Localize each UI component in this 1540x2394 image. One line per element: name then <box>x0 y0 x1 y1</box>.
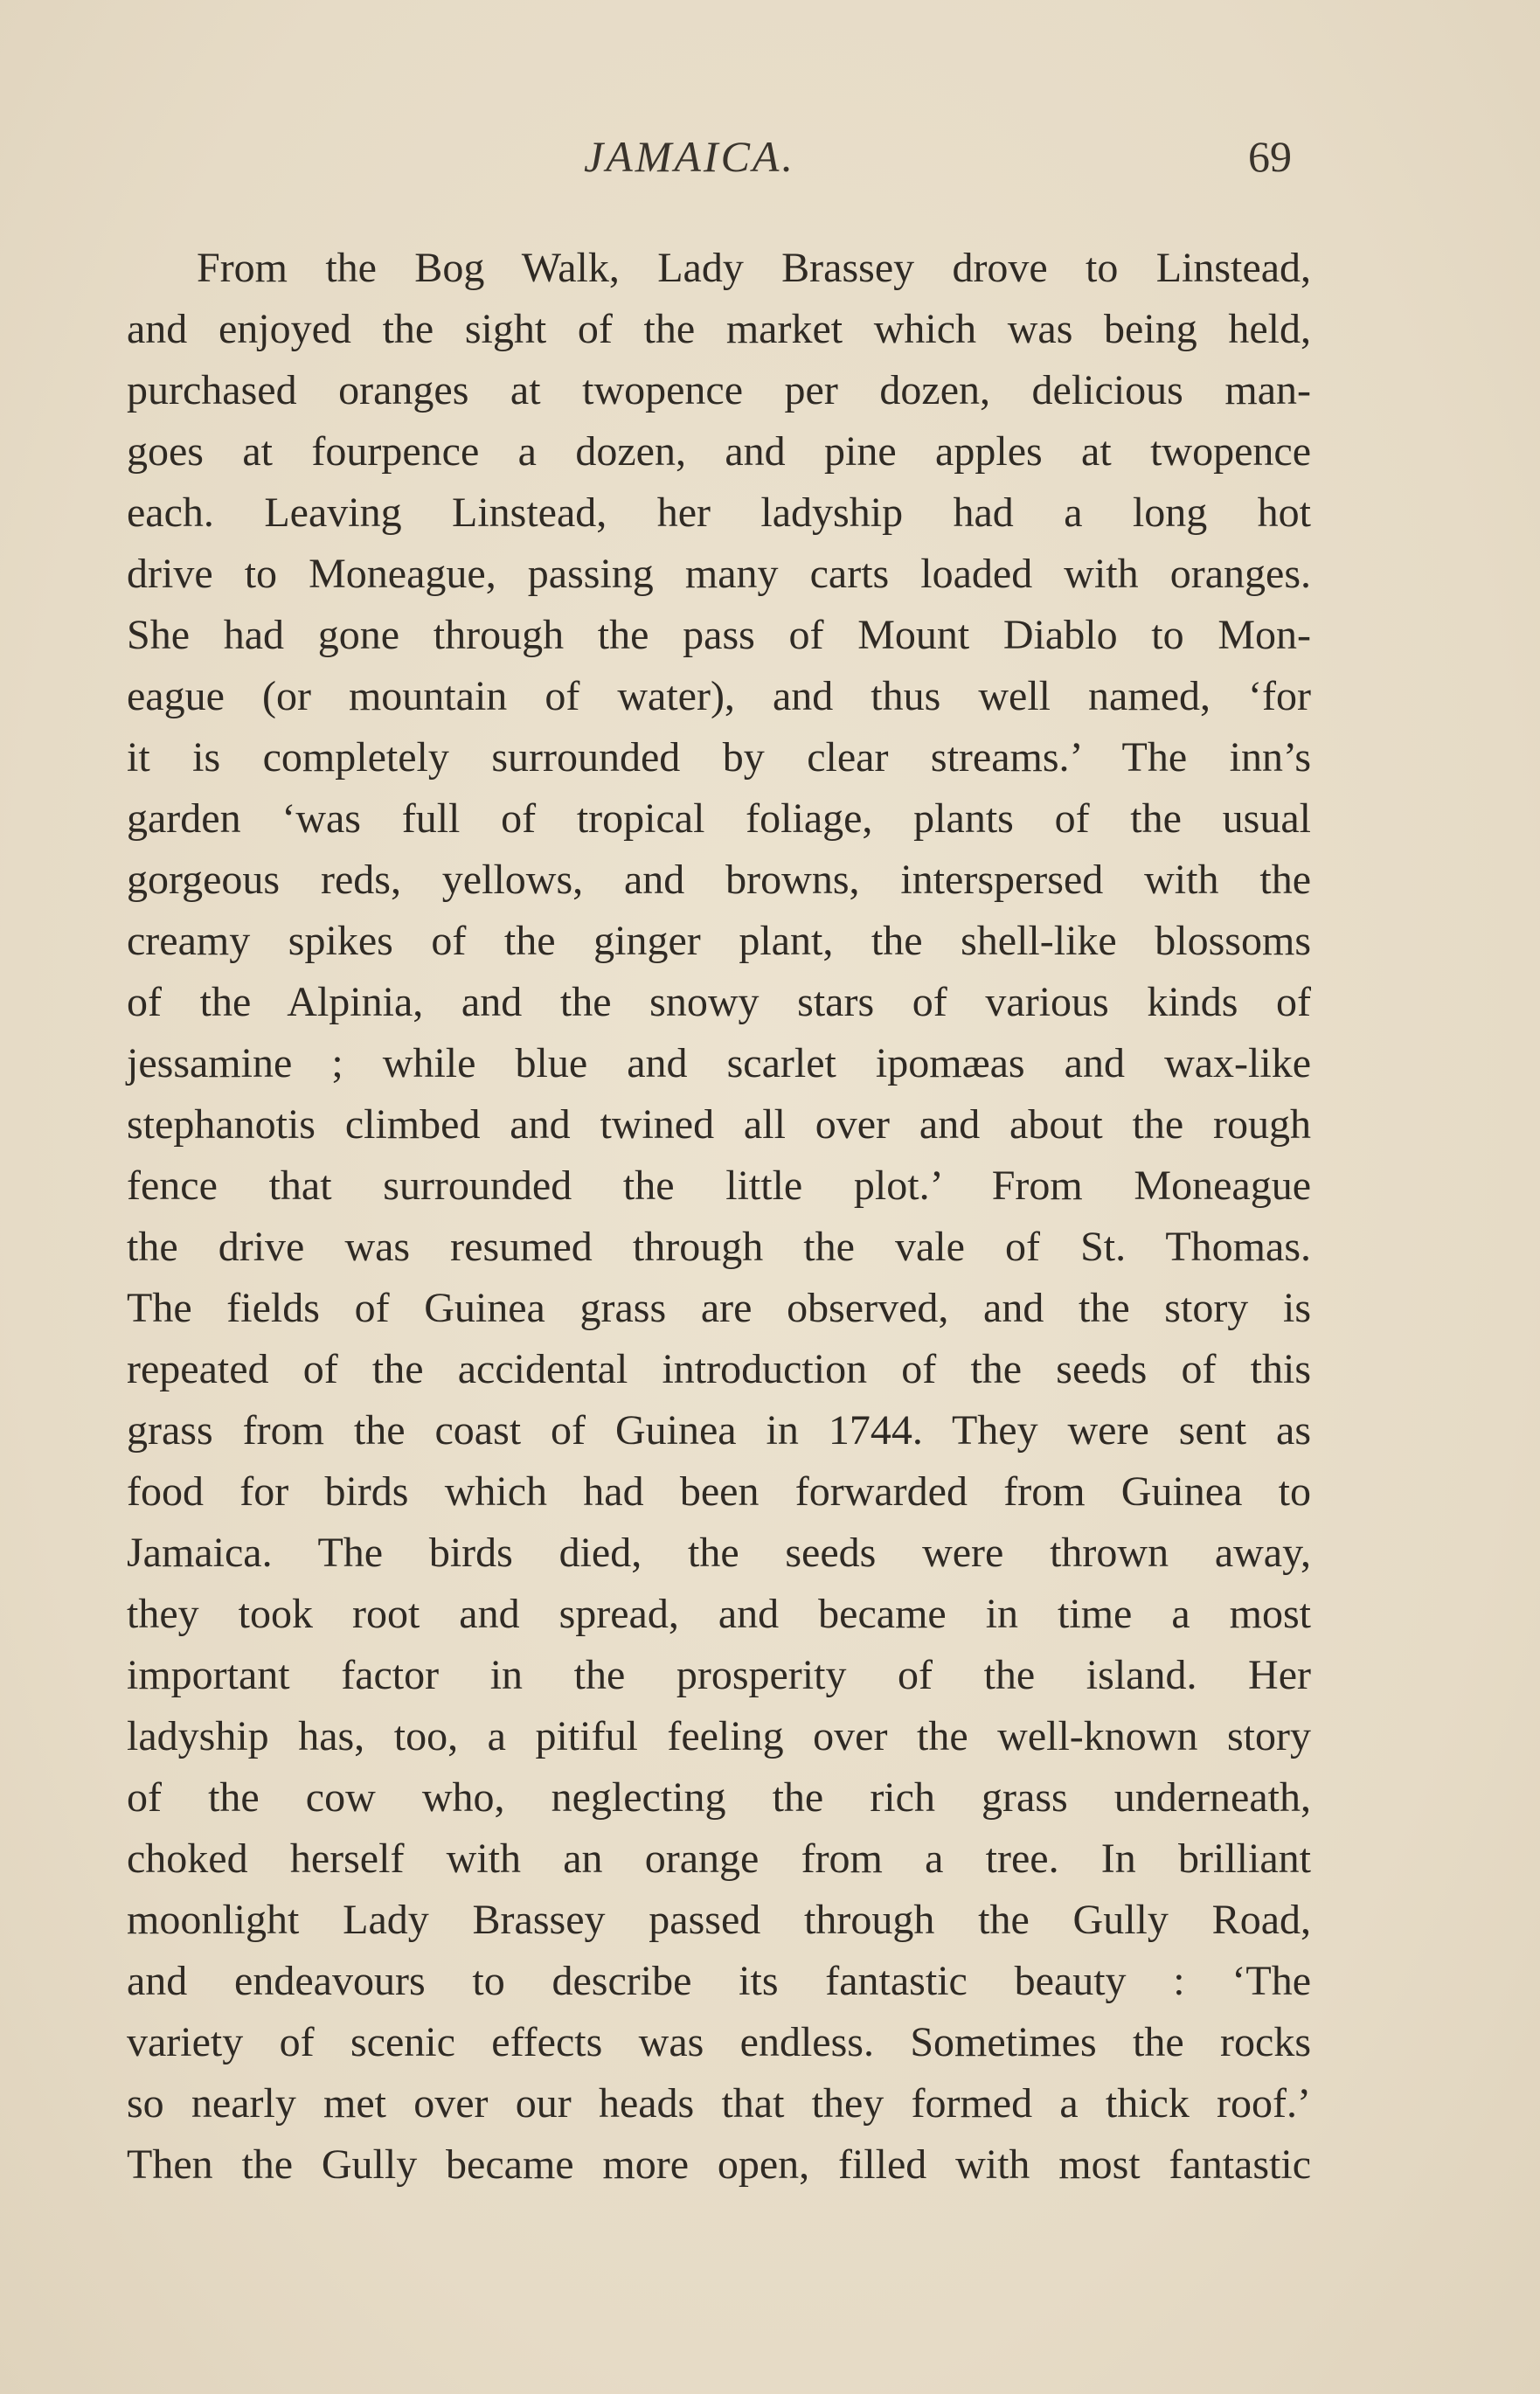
text-line: repeated of the accidental introduction of the seeds of this <box>127 1346 1311 1392</box>
text-line: and enjoyed the sight of the market which was being held, <box>127 306 1311 352</box>
text-line: they took root and spread, and became in time a most <box>127 1591 1311 1637</box>
text-line: variety of scenic effects was endless. Sometimes the rocks <box>127 2019 1311 2065</box>
page-number: 69 <box>1248 132 1292 181</box>
text-line: grass from the coast of Guinea in 1744. They were sent as <box>127 1407 1311 1454</box>
running-head <box>0 131 1540 201</box>
text-line: From the Bog Walk, Lady Brassey drove to Linstead, <box>197 245 1311 291</box>
text-line: garden ‘was full of tropical foliage, plants of the usual <box>127 795 1311 842</box>
text-line: jessamine ; while blue and scarlet ipomæas and wax-like <box>127 1040 1311 1086</box>
text-line: food for birds which had been forwarded from Guinea to <box>127 1468 1311 1515</box>
text-line: important factor in the prosperity of the island. Her <box>127 1652 1311 1698</box>
text-line: it is completely surrounded by clear streams.’ The inn’s <box>127 734 1311 781</box>
text-line: eague (or mountain of water), and thus well named, ‘for <box>127 673 1311 719</box>
text-line: goes at fourpence a dozen, and pine apples at twopence <box>127 428 1311 475</box>
text-line: each. Leaving Linstead, her ladyship had a long hot <box>127 489 1311 536</box>
text-line: so nearly met over our heads that they formed a thick roof.’ <box>127 2080 1311 2127</box>
text-line: creamy spikes of the ginger plant, the shell-like blossoms <box>127 918 1311 964</box>
text-line: She had gone through the pass of Mount Diablo to Mon- <box>127 612 1311 658</box>
text-line: Then the Gully became more open, filled with most fantastic <box>127 2141 1311 2188</box>
text-line: choked herself with an orange from a tree. In brilliant <box>127 1835 1311 1882</box>
running-title: JAMAICA. <box>584 132 795 181</box>
text-line: The fields of Guinea grass are observed, and the story is <box>127 1285 1311 1331</box>
text-line: of the cow who, neglecting the rich grass underneath, <box>127 1774 1311 1821</box>
text-line: fence that surrounded the little plot.’ From Moneague <box>127 1162 1311 1209</box>
text-line: stephanotis climbed and twined all over and about the rough <box>127 1101 1311 1148</box>
text-line: the drive was resumed through the vale of St. Thomas. <box>127 1224 1311 1270</box>
body-paragraph <box>127 238 1311 2196</box>
text-line: and endeavours to describe its fantastic beauty : ‘The <box>127 1958 1311 2004</box>
text-line: drive to Moneague, passing many carts loaded with oranges. <box>127 551 1311 597</box>
text-line: of the Alpinia, and the snowy stars of various kinds of <box>127 979 1311 1025</box>
text-line: gorgeous reds, yellows, and browns, interspersed with the <box>127 857 1311 903</box>
text-line: ladyship has, too, a pitiful feeling over the well-known story <box>127 1713 1311 1759</box>
text-line: purchased oranges at twopence per dozen, delicious man- <box>127 367 1311 413</box>
text-line: moonlight Lady Brassey passed through the Gully Road, <box>127 1897 1311 1943</box>
text-line: Jamaica. The birds died, the seeds were thrown away, <box>127 1530 1311 1576</box>
